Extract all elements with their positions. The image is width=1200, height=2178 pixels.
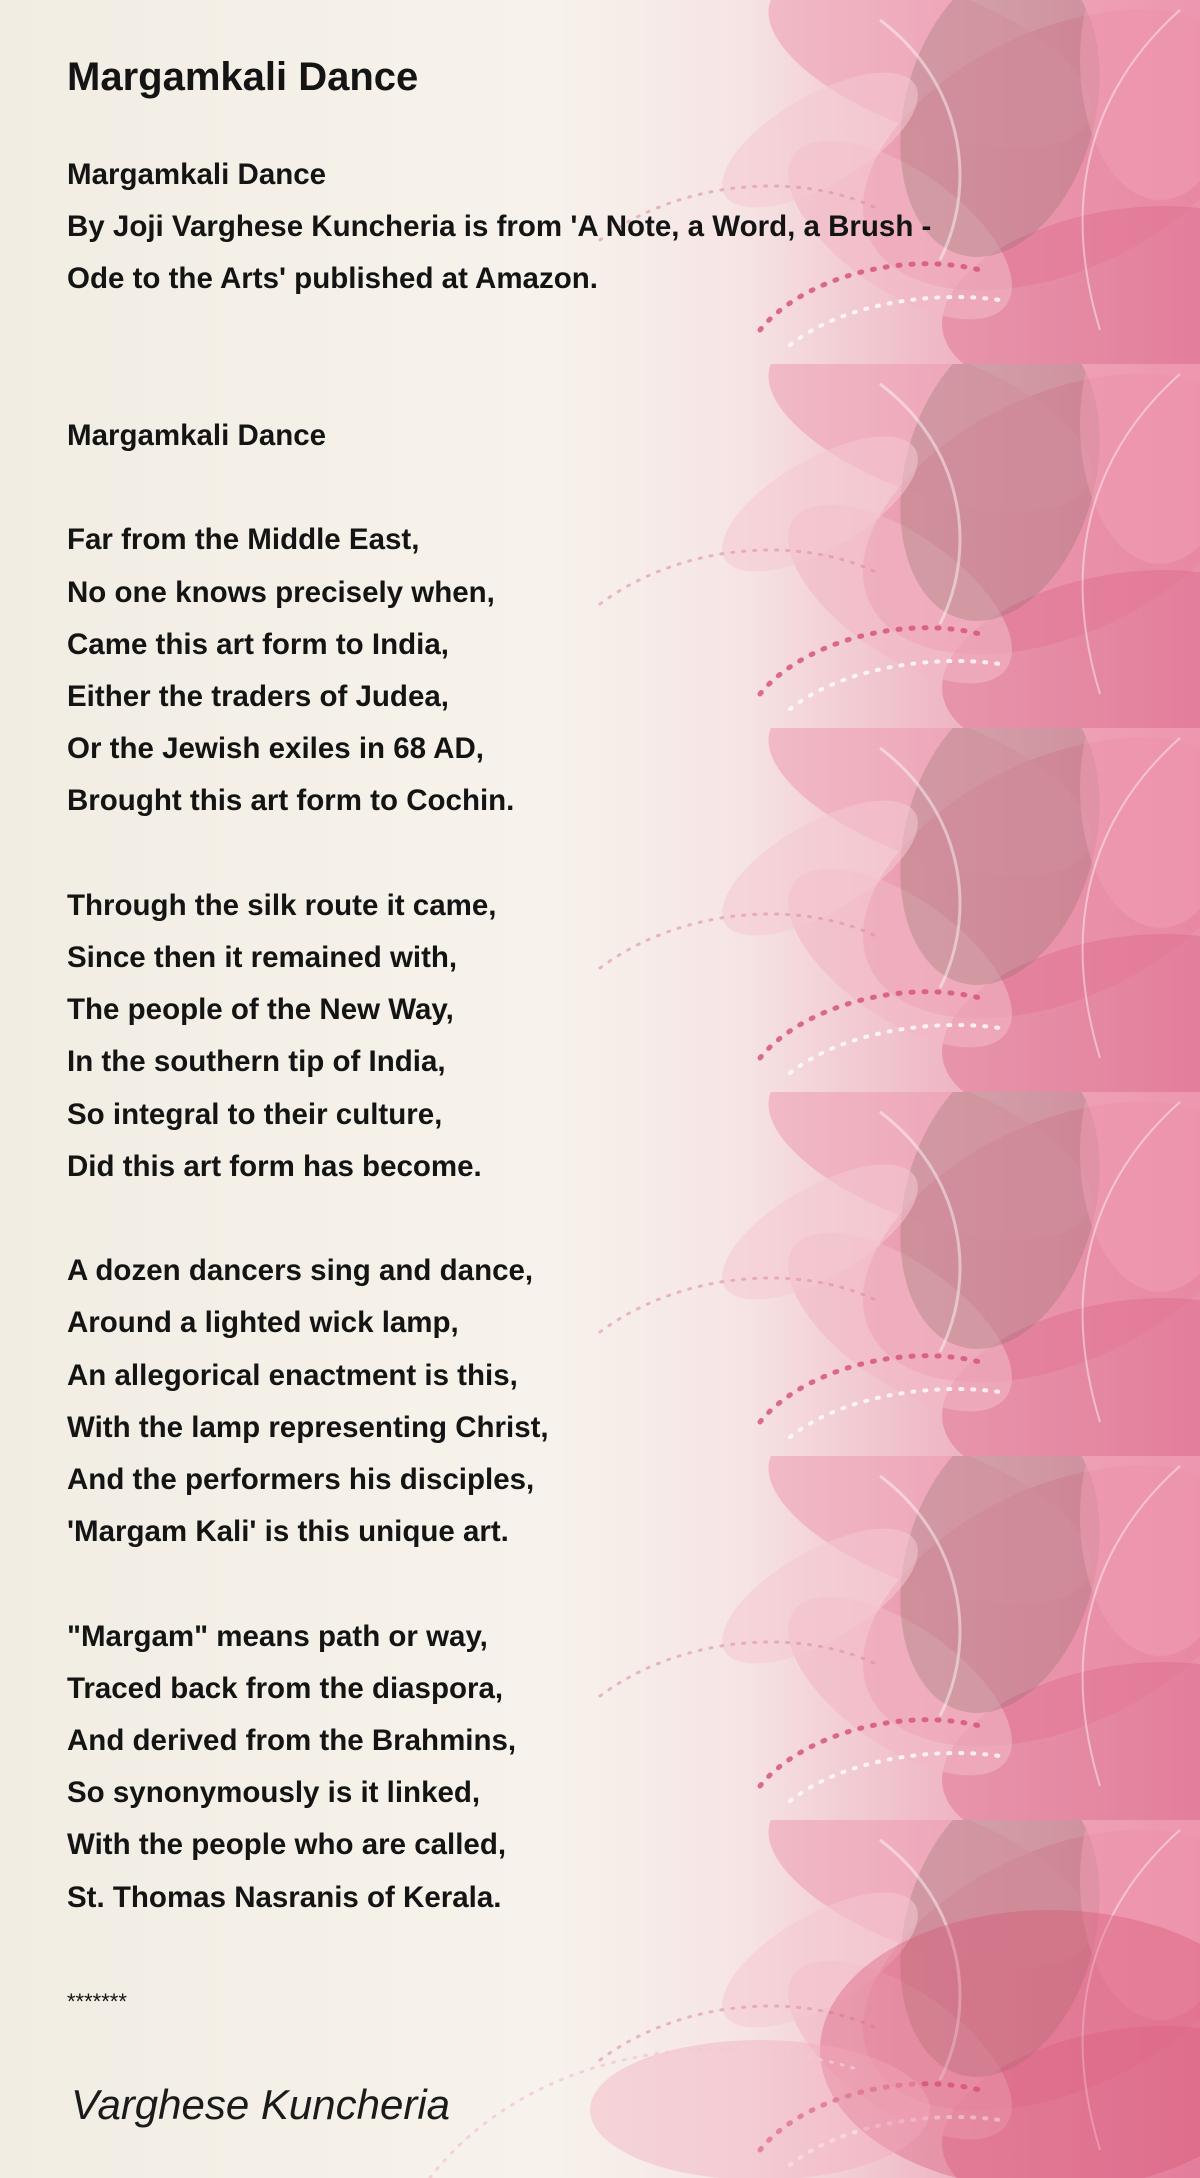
poem-line: Ode to the Arts' published at Amazon. xyxy=(67,262,598,295)
poem-line: By Joji Varghese Kuncheria is from 'A Note, a Word, a Brush - xyxy=(67,210,932,243)
poem-line: Since then it remained with, xyxy=(67,941,458,974)
poem-line: So integral to their culture, xyxy=(67,1098,443,1131)
poem-line: So synonymously is it linked, xyxy=(67,1776,481,1809)
poem-line: An allegorical enactment is this, xyxy=(67,1359,518,1392)
poem-line: No one knows precisely when, xyxy=(67,576,495,609)
poem-line: In the southern tip of India, xyxy=(67,1045,446,1078)
poem-line: With the people who are called, xyxy=(67,1828,507,1861)
poem-line: Brought this art form to Cochin. xyxy=(67,784,515,817)
poem-line: Did this art form has become. xyxy=(67,1150,482,1183)
poem-line: Margamkali Dance xyxy=(67,419,327,452)
poem-line: Far from the Middle East, xyxy=(67,523,420,556)
poem-line: Traced back from the diaspora, xyxy=(67,1672,504,1705)
poem-line: And the performers his disciples, xyxy=(67,1463,535,1496)
poem-line: Through the silk route it came, xyxy=(67,889,497,922)
poem-line: With the lamp representing Christ, xyxy=(67,1411,549,1444)
poem-line: A dozen dancers sing and dance, xyxy=(67,1254,534,1287)
poem-line: St. Thomas Nasranis of Kerala. xyxy=(67,1881,502,1914)
poem-line: Margamkali Dance xyxy=(67,158,327,191)
poem-line: "Margam" means path or way, xyxy=(67,1620,488,1653)
poem-line: Either the traders of Judea, xyxy=(67,680,449,713)
poem-line: Around a lighted wick lamp, xyxy=(67,1306,459,1339)
poem-title: Margamkali Dance xyxy=(67,55,419,99)
poem-line: Or the Jewish exiles in 68 AD, xyxy=(67,732,484,765)
poem-line: 'Margam Kali' is this unique art. xyxy=(67,1515,509,1548)
poem-line: ******* xyxy=(67,1989,127,2014)
poem-line: And derived from the Brahmins, xyxy=(67,1724,517,1757)
poem-line: The people of the New Way, xyxy=(67,993,454,1026)
author-signature: Varghese Kuncheria xyxy=(71,2081,451,2128)
poem-line: Came this art form to India, xyxy=(67,628,449,661)
